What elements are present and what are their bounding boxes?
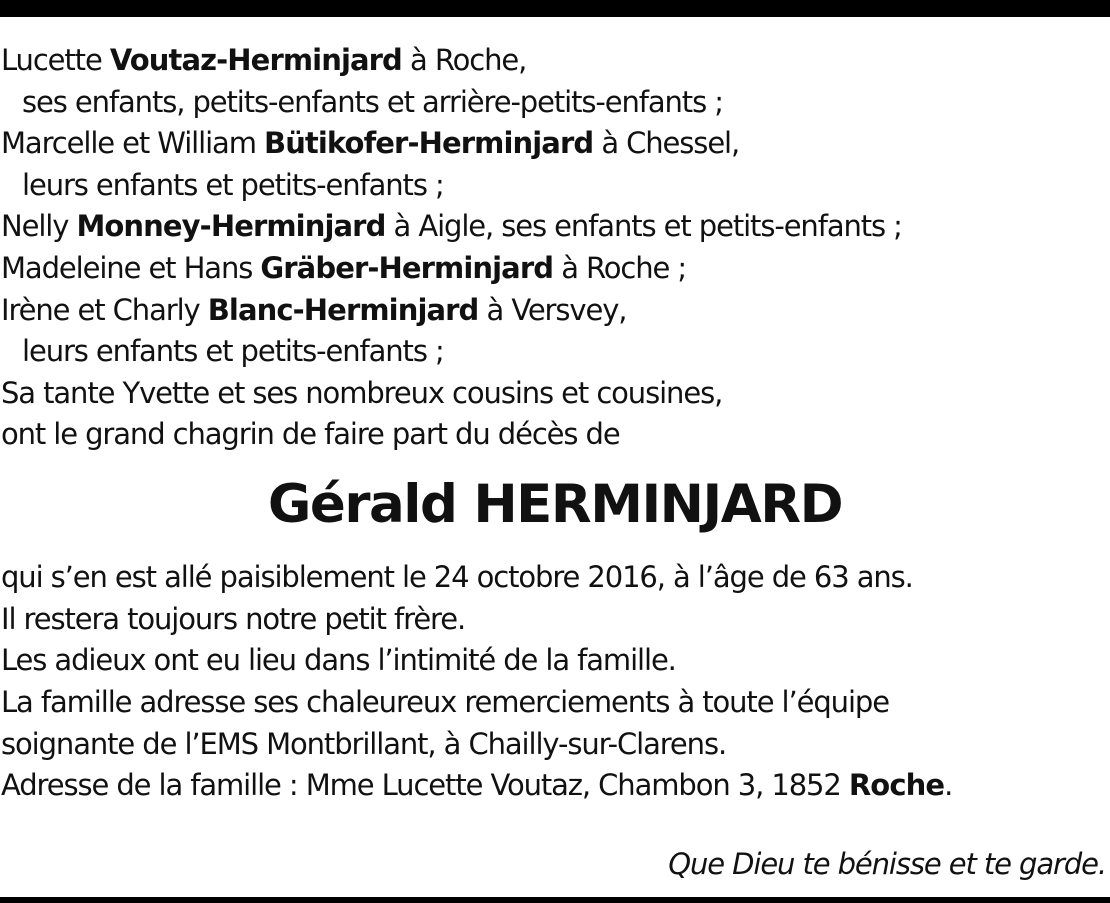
line-text: Irène et Charly (1, 292, 208, 327)
line-text: ont le grand chagrin de faire part du décès de (1, 417, 620, 452)
line-text: . (944, 768, 953, 803)
message-line (1, 557, 1106, 599)
line-text: leurs enfants et petits-enfants ; (22, 334, 444, 369)
line-text: Lucette (1, 43, 110, 77)
line-text: La famille adresse ses chaleureux remerciements à toute l’équipe (1, 685, 889, 720)
surname: Blanc-Herminjard (207, 292, 479, 327)
family-line (1, 290, 1106, 332)
line-text: Les adieux ont eu lieu dans l’intimité de la famille. (1, 643, 676, 678)
message-line (1, 640, 1106, 682)
closing-blessing: Que Dieu te bénisse et te garde. (668, 847, 1106, 881)
family-line (1, 40, 1106, 82)
line-text: Marcelle et William (1, 126, 264, 161)
surname: Bütikofer-Herminjard (263, 126, 594, 161)
notice-message (1, 557, 1106, 807)
top-rule (0, 0, 1110, 17)
line-text: Adresse de la famille : Mme Lucette Voutaz, Chambon 3, 1852 (1, 768, 849, 803)
line-text: à Roche ; (553, 250, 687, 285)
surname: Voutaz-Herminjard (109, 43, 402, 77)
line-text: qui s’en est allé paisiblement le 24 octobre 2016, à l’âge de 63 ans. (1, 560, 913, 594)
line-text: à Versvey, (478, 292, 627, 327)
line-text: leurs enfants et petits-enfants ; (22, 167, 444, 202)
line-text: à Roche, (401, 43, 527, 77)
line-text: soignante de l’EMS Montbrillant, à Chailly-sur-Clarens. (1, 726, 727, 761)
line-text: à Aigle, ses enfants et petits-enfants ; (385, 209, 902, 244)
family-list (1, 40, 1106, 456)
line-text: ses enfants, petits-enfants et arrière-petits-enfants ; (22, 84, 723, 119)
family-line (1, 165, 1106, 207)
family-line (1, 123, 1106, 165)
deceased-name: Gérald HERMINJARD (267, 474, 843, 535)
surname: Gräber-Herminjard (260, 250, 554, 285)
family-line (1, 82, 1106, 124)
bottom-rule (0, 897, 1110, 903)
line-text: à Chessel, (593, 126, 740, 161)
line-text: Sa tante Yvette et ses nombreux cousins et cousines, (1, 375, 723, 410)
line-text: Madeleine et Hans (1, 250, 261, 285)
family-line (1, 248, 1106, 290)
family-line (1, 373, 1106, 415)
family-line (1, 206, 1106, 248)
message-line (1, 682, 1106, 724)
line-text: Il restera toujours notre petit frère. (1, 601, 466, 636)
family-line (1, 414, 1106, 456)
town-name: Roche (848, 768, 945, 803)
surname: Monney-Herminjard (76, 209, 386, 244)
line-text: Nelly (1, 209, 77, 244)
message-line (1, 724, 1106, 766)
message-line (1, 765, 1106, 807)
message-line (1, 599, 1106, 641)
family-line (1, 331, 1106, 373)
